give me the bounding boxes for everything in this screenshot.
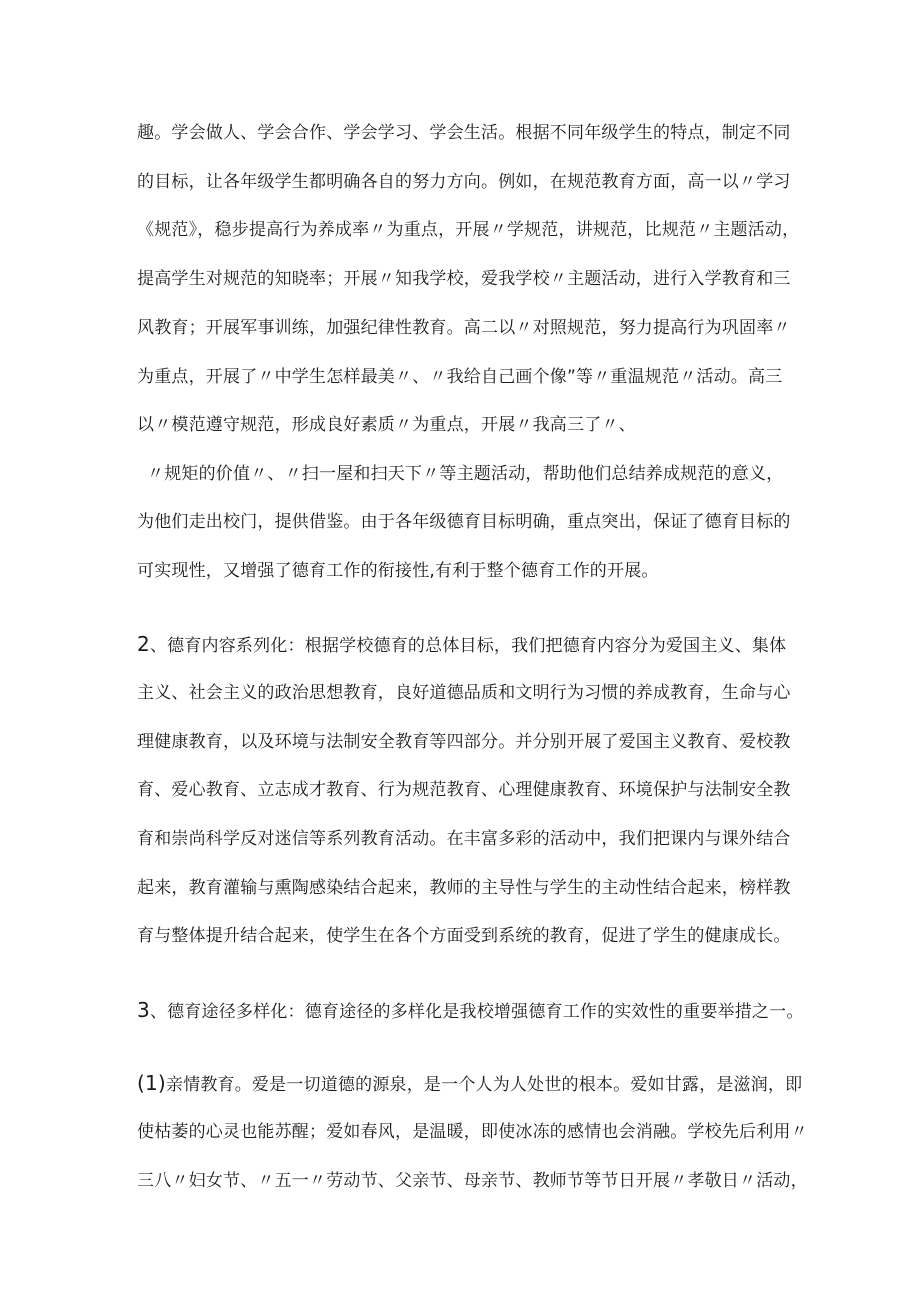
- text-line: 风教育；开展军事训练，加强纪律性教育。高二以〃对照规范，努力提高行为巩固率〃: [137, 318, 791, 338]
- text-line: 提高学生对规范的知晓率；开展〃知我学校，爱我学校〃主题活动，进行入学教育和三: [137, 269, 791, 289]
- text-line: 理健康教育，以及环境与法制安全教育等四部分。并分别开展了爱国主义教育、爱校教: [137, 732, 791, 752]
- text-line: 的目标，让各年级学生都明确各自的努力方向。例如，在规范教育方面，高一以〃学习: [137, 172, 791, 192]
- text-line: 为重点，开展了〃中学生怎样最美〃、〃我给自己画个像”等〃重温规范〃活动。高三: [137, 367, 783, 387]
- paragraph-number: 3: [137, 998, 150, 1022]
- text-line: 、德育内容系列化：根据学校德育的总体目标，我们把德育内容分为爱国主义、集体: [149, 636, 787, 656]
- text-line: 三八〃妇女节、〃五一〃劳动节、父亲节、母亲节、教师节等节日开展〃孝敬日〃活动，: [137, 1171, 808, 1191]
- paragraph-2-first-line: [137, 632, 786, 658]
- text-line: 以〃模范遵守规范，形成良好素质〃为重点，开展〃我高三了〃、: [137, 415, 636, 435]
- text-line: 使枯萎的心灵也能苏醒；爱如春风，是温暖，即使冰冻的感情也会消融。学校先后利用〃: [137, 1122, 808, 1142]
- text-line: 《规范》，稳步提高行为养成率〃为重点，开展〃学规范，讲规范，比规范〃主题活动，: [137, 220, 800, 240]
- paragraph-4-first-line: [137, 1071, 802, 1097]
- text-line: 可实现性，又增强了德育工作的衔接性,有利于整个德育工作的开展。: [137, 561, 659, 581]
- text-line: 〃规矩的价值〃、〃扫一屋和扫天下〃等主题活动，帮助他们总结养成规范的意义，: [147, 464, 784, 484]
- text-line: 、德育途径多样化：德育途径的多样化是我校增强德育工作的实效性的重要举措之一。: [149, 1002, 804, 1022]
- text-line: 育和崇尚科学反对迷信等系列教育活动。在丰富多彩的活动中，我们把课内与课外结合: [137, 829, 791, 849]
- text-line: 育与整体提升结合起来，使学生在各个方面受到系统的教育，促进了学生的健康成长。: [137, 926, 791, 946]
- text-line: 育、爱心教育、立志成才教育、行为规范教育、心理健康教育、环境保护与法制安全教: [137, 780, 791, 800]
- text-line: 为他们走出校门，提供借鉴。由于各年级德育目标明确，重点突出，保证了德育目标的: [137, 512, 791, 532]
- text-line: 主义、社会主义的政治思想教育，良好道德品质和文明行为习惯的养成教育，生命与心: [137, 683, 791, 703]
- text-line: 起来，教育灌输与熏陶感染结合起来，教师的主导性与学生的主动性结合起来，榜样教: [137, 878, 791, 898]
- text-line: 亲情教育。爱是一切道德的源泉，是一个人为人处世的根本。爱如甘露，是滋润，即: [165, 1075, 803, 1095]
- paragraph-3-line: [137, 998, 804, 1024]
- text-line: 趣。学会做人、学会合作、学会学习、学会生活。根据不同年级学生的特点，制定不同: [137, 123, 791, 143]
- paragraph-number: 2: [137, 632, 150, 656]
- paragraph-number: (1): [137, 1071, 166, 1095]
